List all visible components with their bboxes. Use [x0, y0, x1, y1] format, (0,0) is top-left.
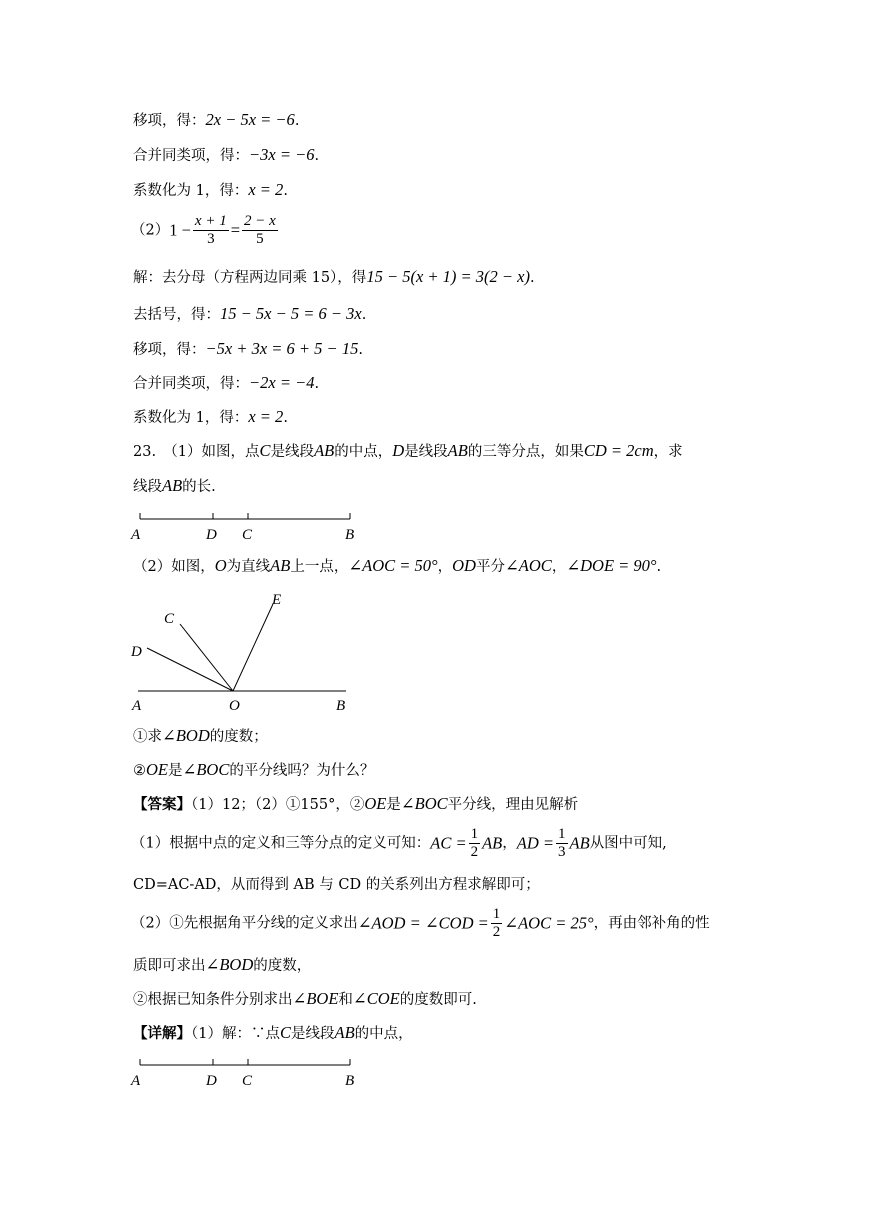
- label-a: A: [132, 698, 142, 714]
- equation: −2x = −4: [249, 373, 315, 392]
- step-line-2: 合并同类项，得：−3x = −6.: [133, 145, 320, 164]
- label-b: B: [336, 698, 346, 714]
- analysis-line-5: ②根据已知条件分别求出∠BOE和∠COE的度数即可.: [133, 989, 477, 1008]
- equation: 15 − 5x − 5 = 6 − 3x: [220, 304, 362, 323]
- step-line-7: 移项，得：−5x + 3x = 6 + 5 − 15.: [133, 339, 363, 358]
- ray-oe: [233, 604, 273, 691]
- answer-tag: 【答案】: [133, 796, 191, 813]
- fraction-half: $\frac{1}{2}$: [492, 906, 501, 940]
- question-23-part1: 23. （1）如图，点C是线段AB的中点，D是线段AB的三等分点，如果CD = 2cm，求: [133, 441, 683, 460]
- label-b: B: [345, 527, 355, 543]
- analysis-line-2: CD=AC-AD，从而得到 AB 与 CD 的关系列出方程求解即可；: [133, 877, 540, 893]
- label-d: D: [206, 1073, 217, 1089]
- equation: 2x − 5x = −6: [205, 110, 295, 129]
- equation: x = 2: [248, 407, 284, 426]
- label-c: C: [242, 1073, 253, 1089]
- step-line-5: 解：去分母（方程两边同乘 15），得15 − 5(x + 1) = 3(2 − x).: [133, 267, 535, 286]
- segment-figure-2: [128, 1054, 368, 1092]
- detail-tag: 【详解】: [133, 1025, 191, 1042]
- label-a: A: [131, 1073, 141, 1089]
- label-b: B: [345, 1073, 355, 1089]
- ray-od: [147, 648, 233, 691]
- angle-figure: [128, 586, 368, 716]
- fraction-half: $\frac{1}{2}$: [470, 826, 479, 860]
- question-23-part1-line2: 线段AB的长.: [133, 476, 216, 495]
- label-c: C: [164, 611, 175, 627]
- label-e: E: [272, 592, 282, 608]
- question-23-part2: （2）如图，O为直线AB上一点，∠AOC = 50°，OD平分∠AOC，∠DOE = 90°.: [133, 556, 662, 575]
- step-line-8: 合并同类项，得：−2x = −4.: [133, 373, 320, 392]
- analysis-line-4: 质即可求出∠BOD的度数，: [133, 955, 312, 974]
- step-line-1: 移项，得：2x − 5x = −6.: [133, 110, 300, 129]
- fraction-third: $\frac{1}{3}$: [558, 826, 566, 860]
- segment-figure-1: [128, 508, 368, 546]
- equation: −5x + 3x = 6 + 5 − 15: [205, 339, 359, 358]
- step-line-9: 系数化为 1，得：x = 2.: [133, 407, 288, 426]
- answer-line: 【答案】（1）12；（2）①155°，②OE是∠BOC平分线，理由见解析: [133, 794, 579, 813]
- fraction: $\frac{2 - x}{5}$: [244, 213, 276, 247]
- sub-question-2: ②OE是∠BOC的平分线吗？为什么？: [133, 760, 375, 779]
- equation: 15 − 5(x + 1) = 3(2 − x): [366, 267, 530, 286]
- label-o: O: [229, 698, 240, 714]
- label-a: A: [131, 527, 141, 543]
- step-line-3: 系数化为 1，得：x = 2.: [133, 180, 288, 199]
- equation-2-line: （2）1 − $\frac{x + 1}{3}$ = $\frac{2 - x}{5}$: [131, 213, 276, 247]
- sub-question-1: ①求∠BOD的度数；: [133, 726, 268, 745]
- step-line-6: 去括号，得：15 − 5x − 5 = 6 − 3x.: [133, 304, 367, 323]
- label-c: C: [242, 527, 253, 543]
- equation: x = 2: [248, 180, 284, 199]
- equation: −3x = −6: [249, 145, 315, 164]
- analysis-line-3: （2）①先根据角平分线的定义求出∠AOD = ∠COD = $\frac{1}{2}$ ∠AOC = 25°，再由邻补角的性: [131, 906, 710, 940]
- label-d: D: [206, 527, 217, 543]
- fraction: $\frac{x + 1}{3}$: [194, 213, 227, 247]
- detail-line: 【详解】（1）解：∵点C是线段AB的中点，: [133, 1023, 413, 1042]
- analysis-line-1: （1）根据中点的定义和三等分点的定义可知：AC = $\frac{1}{2}$ AB，AD = $\frac{1}{3}$ AB从图中可知,: [131, 826, 667, 860]
- ray-oc: [180, 624, 233, 691]
- label-d: D: [131, 644, 142, 660]
